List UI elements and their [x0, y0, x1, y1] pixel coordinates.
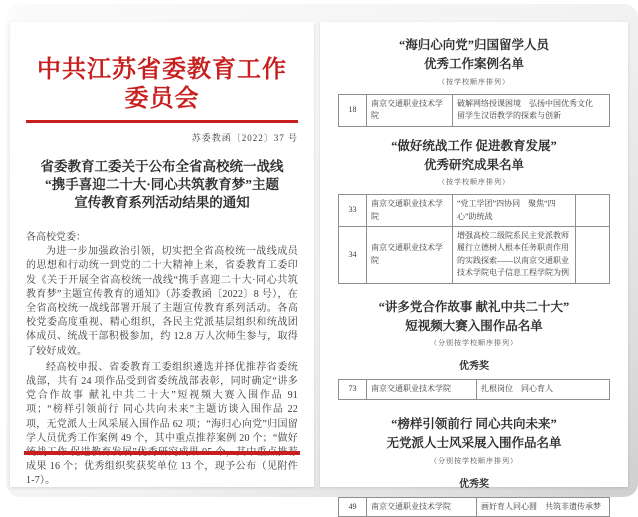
- award-level-heading: 优秀奖: [459, 478, 489, 490]
- section-title: [338, 298, 610, 337]
- section-title: [338, 415, 610, 454]
- document-page-left: [10, 22, 314, 487]
- table-row: [339, 497, 610, 516]
- section-returned-students: [338, 36, 610, 127]
- body-paragraph-2: 经高校申报、省委教育工委组织遴选并择优推荐省委统战部，共有 24 项作品受到省委统战部表彰，同时确定“讲多党合作故事 献礼中共二十大”短视频大赛入围作品 91 项；“榜样引领前行 同心共向未来”主题访谈入围作品 22 项，无党派人士风采展入围作品 62 项；“海归心向党”归国留学人员优秀工作案例 49 个，其中重点推荐案例 20 个；“做好统战工作 促进教育发展”优秀研究成果 95 个，其中重点推荐成果 16 个；优秀组织奖获奖单位 13 个，现予公布（见附件 1-7）。: [26, 361, 298, 487]
- award-level-heading: 优秀奖: [459, 361, 489, 373]
- section-title-line2: 优秀工作案例名单: [423, 57, 524, 72]
- notice-title-line1: 省委教育工委关于公布全省高校统一战线: [40, 158, 284, 174]
- document-number: 苏委教函〔2022〕37 号: [191, 132, 298, 143]
- school-cell: 南京交通职业技术学院: [367, 380, 477, 399]
- section-research-results: [338, 137, 610, 284]
- section-note: （分别按学校顺序排列）: [430, 339, 518, 348]
- section-title: [338, 36, 610, 75]
- table-row: [339, 380, 610, 399]
- row-number-cell: 18: [339, 94, 367, 126]
- award-table-1: [338, 94, 610, 127]
- org-name-header: 中共江苏省委教育工作委员会: [37, 57, 287, 112]
- header-red-rule: [26, 120, 298, 123]
- body-paragraph-1: 为进一步加强政治引领，切实把全省高校统一战线成员的思想和行动统一到党的二十大精神上来，省委教育工委印发《关于开展全省高校统一战线“携手喜迎二十大·同心共筑教育梦”主题宣传教育的通知》（苏委教函〔2022〕8 号），在全省高校统一战线部署开展了主题宣传教育系列活动。各高校党委高度重视、精心组织，各民主党派基层组织和统战团体成员、统战干部积极参加，约 12.8 万人次师生参与，取得了较好成效。: [26, 246, 298, 357]
- row-number-cell: 34: [339, 227, 367, 284]
- award-table-2: [338, 194, 610, 283]
- row-number-cell: 49: [339, 497, 367, 516]
- table-row: [339, 195, 610, 227]
- work-title-cell: 画好育人同心圆 共筑非遗传承梦: [477, 497, 610, 516]
- work-title-cell: 扎根岗位 同心育人: [477, 380, 610, 399]
- section-title-line1: “榜样引领前行 同心共向未来”: [391, 416, 557, 431]
- school-cell: 南京交通职业技术学院: [367, 227, 453, 284]
- section-title: [338, 137, 610, 176]
- section-title-line2: 无党派人士风采展入围作品名单: [386, 436, 562, 451]
- row-number-cell: 73: [339, 380, 367, 399]
- school-cell: 南京交通职业技术学院: [367, 94, 453, 126]
- section-title-line2: 短视频大赛入围作品名单: [405, 319, 543, 333]
- award-table-3: [338, 379, 610, 399]
- section-title-line2: 优秀研究成果名单: [423, 157, 524, 172]
- section-title-line1: “海归心向党”归国留学人员: [398, 38, 549, 52]
- table-row: [339, 227, 610, 284]
- section-note: （分别按学校顺序排列）: [430, 456, 518, 465]
- section-note: （按学校顺序排列）: [438, 178, 510, 187]
- notice-title: [26, 158, 298, 213]
- salutation: 各高校党委：: [26, 232, 86, 244]
- school-cell: 南京交通职业技术学院: [367, 497, 477, 516]
- work-title-cell: “党工学团”四协同 聚焦“四心”助统战: [453, 195, 576, 227]
- notice-title-line2: “携手喜迎二十大·同心共筑教育梦”主题: [44, 176, 279, 192]
- empty-cell: [576, 227, 610, 284]
- school-cell: 南京交通职业技术学院: [367, 195, 453, 227]
- table-row: [339, 94, 610, 126]
- section-title-line1: “做好统战工作 促进教育发展”: [391, 138, 557, 153]
- award-table-4: [338, 497, 610, 517]
- row-number-cell: 33: [339, 195, 367, 227]
- work-title-cell: 增强高校二级院系民主党派教师履行立德树人根本任务职责作用的实践探索——以南京交通职业技术学院电子信息工程学院为例: [453, 227, 576, 284]
- section-note: （按学校顺序排列）: [438, 77, 510, 86]
- section-title-line1: “讲多党合作故事 献礼中共二十大”: [378, 299, 570, 314]
- document-page-right: [320, 22, 628, 511]
- notice-title-line3: 宣传教育系列活动结果的通知: [74, 195, 250, 211]
- section-short-video: [338, 298, 610, 400]
- empty-cell: [576, 195, 610, 227]
- work-title-cell: 破解网络授课困境 弘扬中国优秀文化 留学生汉语教学的探索与创新: [453, 94, 610, 126]
- footer-red-rule: [24, 451, 300, 455]
